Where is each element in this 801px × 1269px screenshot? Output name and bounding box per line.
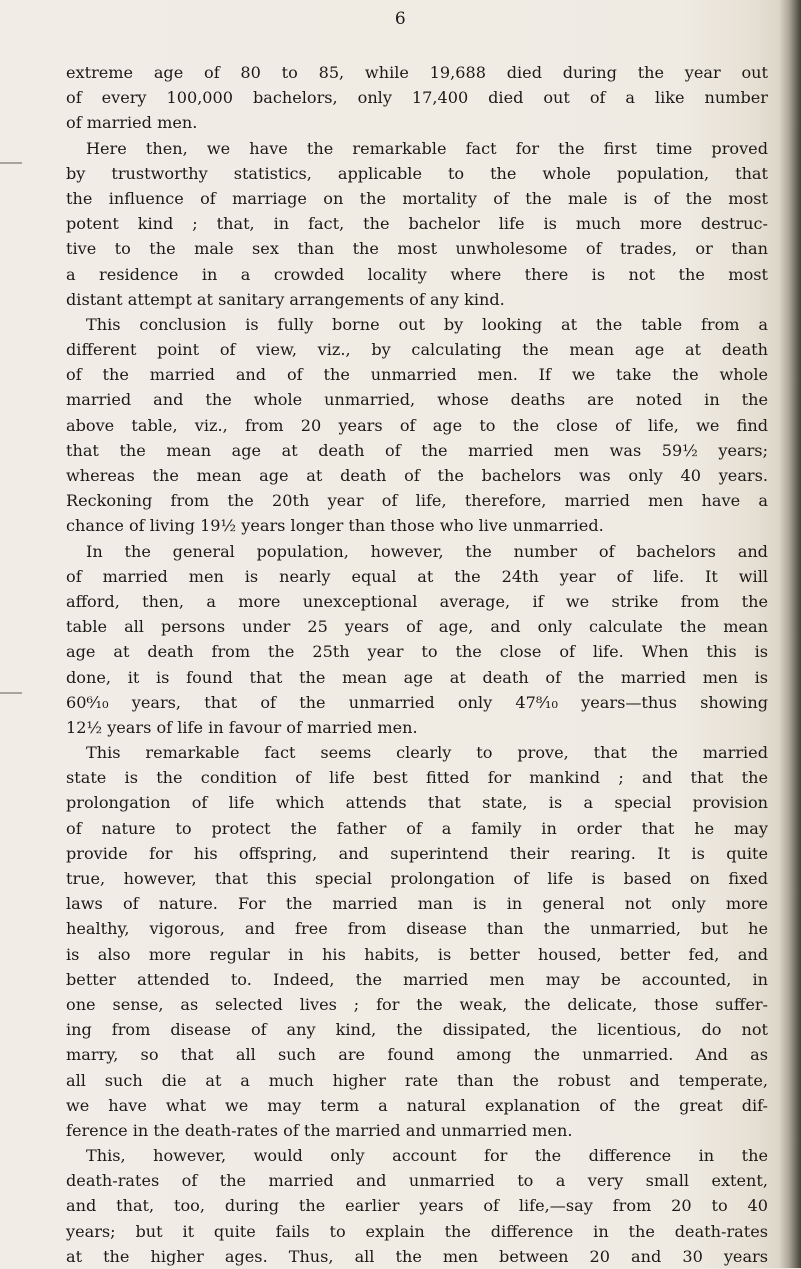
text-line: of married men.	[66, 113, 198, 133]
text-line: done, it is found that the mean age at death of the married men is	[66, 667, 768, 687]
paragraph	[66, 136, 768, 312]
paragraph	[66, 312, 768, 539]
text-line: we have what we may term a natural explanation of the great dif-	[66, 1095, 768, 1115]
text-line: healthy, vigorous, and free from disease than the unmarried, but he	[66, 919, 768, 939]
text-line: 60⁶⁄₁₀ years, that of the unmarried only 47⁸⁄₁₀ years—thus showing	[66, 692, 768, 712]
text-line: This, however, would only account for the difference in the	[86, 1146, 768, 1166]
text-line: of the married and of the unmarried men. If we take the whole	[66, 365, 768, 385]
text-line: distant attempt at sanitary arrangements of any kind.	[66, 289, 505, 309]
text-line: by trustworthy statistics, applicable to the whole population, that	[66, 163, 768, 183]
text-line: above table, viz., from 20 years of age to the close of life, we find	[66, 415, 768, 435]
text-line: extreme age of 80 to 85, while 19,688 died during the year out	[66, 63, 768, 82]
text-line: whereas the mean age at death of the bachelors was only 40 years.	[66, 466, 768, 485]
text-line: In the general population, however, the number of bachelors and	[86, 541, 768, 561]
text-line: and that, too, during the earlier years of life,—say from 20 to 40	[66, 1196, 768, 1216]
text-line: the influence of marriage on the mortality of the male is of the most	[66, 188, 768, 208]
text-line: true, however, that this special prolongation of life is based on fixed	[66, 869, 768, 888]
body-text	[66, 60, 768, 1269]
paragraph	[66, 1143, 768, 1269]
text-line: Reckoning from the 20th year of life, therefore, married men have a	[66, 491, 768, 511]
text-line: death-rates of the married and unmarried to a very small extent,	[66, 1171, 768, 1191]
text-line: that the mean age at death of the married men was 59½ years;	[66, 440, 768, 460]
text-line: ference in the death-rates of the married and unmarried men.	[66, 1120, 573, 1140]
text-line: is also more regular in his habits, is better housed, better fed, and	[66, 944, 768, 964]
text-line: marry, so that all such are found among the unmarried. And as	[66, 1045, 768, 1065]
text-line: chance of living 19½ years longer than those who live unmarried.	[66, 516, 604, 536]
margin-mark	[0, 692, 22, 694]
paragraph	[66, 539, 768, 741]
text-line: married and the whole unmarried, whose deaths are noted in the	[66, 390, 768, 410]
text-line: of married men is nearly equal at the 24th year of life. It will	[66, 566, 768, 586]
text-line: potent kind ; that, in fact, the bachelor life is much more destruc-	[66, 214, 768, 234]
page-number: 6	[394, 9, 407, 29]
text-line: all such die at a much higher rate than the robust and temperate,	[66, 1070, 768, 1090]
margin-mark	[0, 162, 22, 164]
page-edge-shadow	[779, 0, 801, 1268]
text-line: laws of nature. For the married man is in general not only more	[66, 894, 768, 914]
text-line: tive to the male sex than the most unwholesome of trades, or than	[66, 239, 768, 259]
text-line: one sense, as selected lives ; for the weak, the delicate, those suffer-	[66, 994, 768, 1014]
text-line: prolongation of life which attends that state, is a special provision	[66, 793, 768, 813]
text-line: at the higher ages. Thus, all the men between 20 and 30 years	[66, 1246, 768, 1266]
text-line: of nature to protect the father of a family in order that he may	[66, 818, 768, 838]
paragraph	[66, 740, 768, 1143]
text-line: ing from disease of any kind, the dissipated, the licentious, do not	[66, 1020, 768, 1040]
text-line: years; but it quite fails to explain the difference in the death-rates	[66, 1221, 768, 1241]
text-line: This remarkable fact seems clearly to prove, that the married	[86, 743, 768, 763]
text-line: 12½ years of life in favour of married men.	[66, 717, 418, 737]
text-line: a residence in a crowded locality where there is not the most	[66, 264, 768, 284]
text-line: This conclusion is fully borne out by looking at the table from a	[86, 314, 768, 334]
text-line: afford, then, a more unexceptional average, if we strike from the	[66, 591, 768, 611]
text-line: age at death from the 25th year to the close of life. When this is	[66, 642, 768, 662]
text-line: Here then, we have the remarkable fact for the first time proved	[86, 138, 768, 158]
text-line: provide for his offspring, and superintend their rearing. It is quite	[66, 843, 768, 863]
text-line: of every 100,000 bachelors, only 17,400 died out of a like number	[66, 88, 768, 108]
text-line: table all persons under 25 years of age, and only calculate the mean	[66, 617, 768, 637]
text-line: different point of view, viz., by calculating the mean age at death	[66, 340, 768, 360]
paragraph	[66, 60, 768, 136]
text-line: better attended to. Indeed, the married men may be accounted, in	[66, 969, 768, 989]
text-line: state is the condition of life best fitted for mankind ; and that the	[66, 768, 768, 788]
